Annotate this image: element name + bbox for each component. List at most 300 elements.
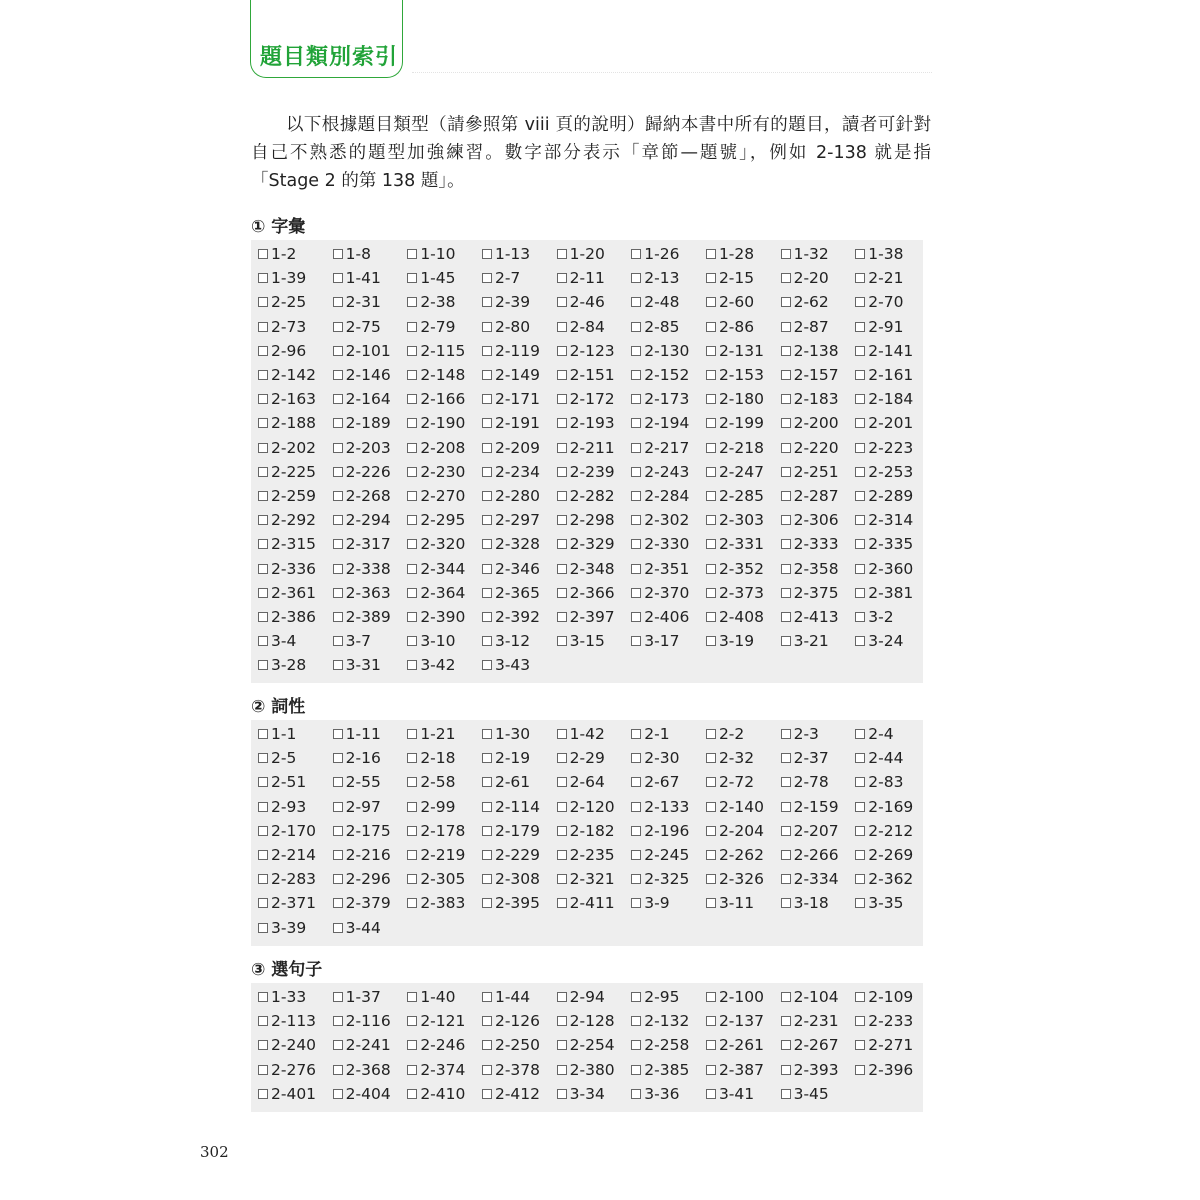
checkbox-icon[interactable]: [781, 874, 791, 884]
question-item[interactable]: [251, 463, 326, 481]
question-item[interactable]: [251, 245, 326, 263]
question-item[interactable]: [400, 318, 475, 336]
question-item[interactable]: [475, 535, 550, 553]
question-item[interactable]: [400, 988, 475, 1006]
question-item[interactable]: [251, 342, 326, 360]
question-item[interactable]: [848, 725, 923, 743]
checkbox-icon[interactable]: [706, 874, 716, 884]
checkbox-icon[interactable]: [258, 826, 268, 836]
checkbox-icon[interactable]: [781, 636, 791, 646]
question-item[interactable]: [550, 511, 625, 529]
checkbox-icon[interactable]: [781, 322, 791, 332]
question-item[interactable]: [400, 870, 475, 888]
checkbox-icon[interactable]: [855, 515, 865, 525]
checkbox-icon[interactable]: [258, 297, 268, 307]
checkbox-icon[interactable]: [631, 898, 641, 908]
checkbox-icon[interactable]: [557, 322, 567, 332]
question-item[interactable]: [326, 870, 401, 888]
question-item[interactable]: [400, 798, 475, 816]
question-item[interactable]: [326, 439, 401, 457]
checkbox-icon[interactable]: [631, 753, 641, 763]
question-item[interactable]: [326, 1061, 401, 1079]
checkbox-icon[interactable]: [482, 850, 492, 860]
question-item[interactable]: [550, 293, 625, 311]
question-item[interactable]: [550, 798, 625, 816]
question-item[interactable]: [774, 798, 849, 816]
checkbox-icon[interactable]: [258, 370, 268, 380]
checkbox-icon[interactable]: [781, 443, 791, 453]
checkbox-icon[interactable]: [855, 394, 865, 404]
checkbox-icon[interactable]: [333, 467, 343, 477]
checkbox-icon[interactable]: [557, 346, 567, 356]
question-item[interactable]: [326, 318, 401, 336]
question-item[interactable]: [475, 725, 550, 743]
checkbox-icon[interactable]: [855, 612, 865, 622]
checkbox-icon[interactable]: [781, 249, 791, 259]
checkbox-icon[interactable]: [333, 850, 343, 860]
checkbox-icon[interactable]: [631, 826, 641, 836]
question-item[interactable]: [326, 773, 401, 791]
question-item[interactable]: [475, 894, 550, 912]
checkbox-icon[interactable]: [407, 1065, 417, 1075]
question-item[interactable]: [251, 822, 326, 840]
checkbox-icon[interactable]: [258, 491, 268, 501]
checkbox-icon[interactable]: [333, 588, 343, 598]
question-item[interactable]: [475, 511, 550, 529]
checkbox-icon[interactable]: [258, 249, 268, 259]
checkbox-icon[interactable]: [258, 802, 268, 812]
checkbox-icon[interactable]: [557, 898, 567, 908]
checkbox-icon[interactable]: [333, 898, 343, 908]
checkbox-icon[interactable]: [855, 418, 865, 428]
checkbox-icon[interactable]: [781, 564, 791, 574]
checkbox-icon[interactable]: [482, 612, 492, 622]
checkbox-icon[interactable]: [557, 297, 567, 307]
question-item[interactable]: [624, 1085, 699, 1103]
question-item[interactable]: [774, 632, 849, 650]
checkbox-icon[interactable]: [407, 491, 417, 501]
checkbox-icon[interactable]: [333, 443, 343, 453]
checkbox-icon[interactable]: [706, 491, 716, 501]
checkbox-icon[interactable]: [781, 539, 791, 549]
question-item[interactable]: [251, 749, 326, 767]
question-item[interactable]: [475, 1012, 550, 1030]
question-item[interactable]: [624, 269, 699, 287]
question-item[interactable]: [326, 1036, 401, 1054]
checkbox-icon[interactable]: [557, 753, 567, 763]
checkbox-icon[interactable]: [781, 297, 791, 307]
checkbox-icon[interactable]: [631, 1016, 641, 1026]
checkbox-icon[interactable]: [781, 394, 791, 404]
question-item[interactable]: [550, 487, 625, 505]
checkbox-icon[interactable]: [258, 539, 268, 549]
checkbox-icon[interactable]: [631, 802, 641, 812]
checkbox-icon[interactable]: [706, 850, 716, 860]
question-item[interactable]: [699, 846, 774, 864]
checkbox-icon[interactable]: [631, 370, 641, 380]
question-item[interactable]: [848, 1012, 923, 1030]
checkbox-icon[interactable]: [781, 515, 791, 525]
question-item[interactable]: [624, 560, 699, 578]
question-item[interactable]: [400, 846, 475, 864]
question-item[interactable]: [699, 1012, 774, 1030]
question-item[interactable]: [624, 487, 699, 505]
checkbox-icon[interactable]: [258, 564, 268, 574]
checkbox-icon[interactable]: [482, 802, 492, 812]
checkbox-icon[interactable]: [407, 777, 417, 787]
checkbox-icon[interactable]: [333, 1040, 343, 1050]
checkbox-icon[interactable]: [781, 370, 791, 380]
question-item[interactable]: [251, 798, 326, 816]
question-item[interactable]: [475, 584, 550, 602]
question-item[interactable]: [475, 1085, 550, 1103]
question-item[interactable]: [550, 414, 625, 432]
checkbox-icon[interactable]: [407, 826, 417, 836]
checkbox-icon[interactable]: [482, 660, 492, 670]
checkbox-icon[interactable]: [706, 564, 716, 574]
checkbox-icon[interactable]: [258, 1089, 268, 1099]
checkbox-icon[interactable]: [781, 588, 791, 598]
question-item[interactable]: [400, 535, 475, 553]
checkbox-icon[interactable]: [407, 273, 417, 283]
checkbox-icon[interactable]: [333, 491, 343, 501]
question-item[interactable]: [400, 439, 475, 457]
checkbox-icon[interactable]: [781, 850, 791, 860]
question-item[interactable]: [848, 245, 923, 263]
question-item[interactable]: [400, 608, 475, 626]
checkbox-icon[interactable]: [855, 491, 865, 501]
checkbox-icon[interactable]: [482, 777, 492, 787]
question-item[interactable]: [326, 632, 401, 650]
question-item[interactable]: [251, 988, 326, 1006]
question-item[interactable]: [774, 293, 849, 311]
checkbox-icon[interactable]: [855, 273, 865, 283]
question-item[interactable]: [550, 988, 625, 1006]
question-item[interactable]: [699, 439, 774, 457]
checkbox-icon[interactable]: [482, 1040, 492, 1050]
question-item[interactable]: [326, 535, 401, 553]
question-item[interactable]: [624, 822, 699, 840]
question-item[interactable]: [624, 439, 699, 457]
question-item[interactable]: [400, 463, 475, 481]
question-item[interactable]: [848, 822, 923, 840]
checkbox-icon[interactable]: [482, 491, 492, 501]
question-item[interactable]: [774, 822, 849, 840]
checkbox-icon[interactable]: [557, 992, 567, 1002]
checkbox-icon[interactable]: [631, 297, 641, 307]
checkbox-icon[interactable]: [482, 564, 492, 574]
question-item[interactable]: [400, 390, 475, 408]
question-item[interactable]: [326, 269, 401, 287]
question-item[interactable]: [550, 269, 625, 287]
checkbox-icon[interactable]: [557, 1089, 567, 1099]
question-item[interactable]: [774, 269, 849, 287]
question-item[interactable]: [251, 1061, 326, 1079]
checkbox-icon[interactable]: [333, 297, 343, 307]
checkbox-icon[interactable]: [407, 418, 417, 428]
question-item[interactable]: [848, 511, 923, 529]
question-item[interactable]: [699, 293, 774, 311]
checkbox-icon[interactable]: [855, 1016, 865, 1026]
checkbox-icon[interactable]: [631, 636, 641, 646]
checkbox-icon[interactable]: [407, 802, 417, 812]
checkbox-icon[interactable]: [706, 777, 716, 787]
checkbox-icon[interactable]: [482, 753, 492, 763]
checkbox-icon[interactable]: [631, 467, 641, 477]
question-item[interactable]: [699, 894, 774, 912]
question-item[interactable]: [774, 773, 849, 791]
question-item[interactable]: [624, 846, 699, 864]
question-item[interactable]: [251, 366, 326, 384]
question-item[interactable]: [326, 342, 401, 360]
checkbox-icon[interactable]: [631, 777, 641, 787]
checkbox-icon[interactable]: [781, 1040, 791, 1050]
checkbox-icon[interactable]: [631, 1065, 641, 1075]
checkbox-icon[interactable]: [631, 346, 641, 356]
question-item[interactable]: [326, 245, 401, 263]
question-item[interactable]: [848, 390, 923, 408]
checkbox-icon[interactable]: [482, 346, 492, 356]
question-item[interactable]: [326, 749, 401, 767]
question-item[interactable]: [400, 366, 475, 384]
question-item[interactable]: [550, 463, 625, 481]
checkbox-icon[interactable]: [407, 370, 417, 380]
checkbox-icon[interactable]: [482, 515, 492, 525]
question-item[interactable]: [774, 366, 849, 384]
question-item[interactable]: [400, 1012, 475, 1030]
question-item[interactable]: [624, 511, 699, 529]
checkbox-icon[interactable]: [557, 249, 567, 259]
checkbox-icon[interactable]: [781, 898, 791, 908]
checkbox-icon[interactable]: [333, 370, 343, 380]
checkbox-icon[interactable]: [557, 729, 567, 739]
checkbox-icon[interactable]: [333, 1016, 343, 1026]
checkbox-icon[interactable]: [258, 898, 268, 908]
checkbox-icon[interactable]: [333, 753, 343, 763]
checkbox-icon[interactable]: [855, 777, 865, 787]
checkbox-icon[interactable]: [482, 1065, 492, 1075]
checkbox-icon[interactable]: [407, 564, 417, 574]
checkbox-icon[interactable]: [258, 467, 268, 477]
question-item[interactable]: [699, 1036, 774, 1054]
question-item[interactable]: [326, 293, 401, 311]
checkbox-icon[interactable]: [706, 588, 716, 598]
checkbox-icon[interactable]: [482, 636, 492, 646]
question-item[interactable]: [774, 245, 849, 263]
question-item[interactable]: [848, 560, 923, 578]
checkbox-icon[interactable]: [333, 729, 343, 739]
checkbox-icon[interactable]: [557, 443, 567, 453]
checkbox-icon[interactable]: [258, 515, 268, 525]
checkbox-icon[interactable]: [631, 1089, 641, 1099]
question-item[interactable]: [699, 798, 774, 816]
question-item[interactable]: [400, 725, 475, 743]
checkbox-icon[interactable]: [706, 826, 716, 836]
question-item[interactable]: [848, 749, 923, 767]
question-item[interactable]: [400, 1085, 475, 1103]
checkbox-icon[interactable]: [706, 729, 716, 739]
checkbox-icon[interactable]: [258, 850, 268, 860]
question-item[interactable]: [774, 749, 849, 767]
question-item[interactable]: [475, 870, 550, 888]
question-item[interactable]: [475, 773, 550, 791]
question-item[interactable]: [848, 366, 923, 384]
question-item[interactable]: [400, 293, 475, 311]
question-item[interactable]: [326, 390, 401, 408]
question-item[interactable]: [550, 1061, 625, 1079]
question-item[interactable]: [550, 632, 625, 650]
checkbox-icon[interactable]: [407, 346, 417, 356]
question-item[interactable]: [624, 318, 699, 336]
checkbox-icon[interactable]: [482, 539, 492, 549]
checkbox-icon[interactable]: [407, 443, 417, 453]
question-item[interactable]: [774, 584, 849, 602]
question-item[interactable]: [774, 487, 849, 505]
checkbox-icon[interactable]: [781, 777, 791, 787]
question-item[interactable]: [624, 1061, 699, 1079]
question-item[interactable]: [624, 608, 699, 626]
question-item[interactable]: [848, 632, 923, 650]
question-item[interactable]: [475, 439, 550, 457]
checkbox-icon[interactable]: [557, 588, 567, 598]
checkbox-icon[interactable]: [333, 802, 343, 812]
checkbox-icon[interactable]: [706, 1016, 716, 1026]
checkbox-icon[interactable]: [631, 394, 641, 404]
checkbox-icon[interactable]: [706, 612, 716, 622]
checkbox-icon[interactable]: [482, 874, 492, 884]
checkbox-icon[interactable]: [706, 802, 716, 812]
question-item[interactable]: [400, 560, 475, 578]
question-item[interactable]: [400, 749, 475, 767]
question-item[interactable]: [848, 1061, 923, 1079]
checkbox-icon[interactable]: [855, 346, 865, 356]
question-item[interactable]: [848, 487, 923, 505]
checkbox-icon[interactable]: [706, 1065, 716, 1075]
checkbox-icon[interactable]: [333, 923, 343, 933]
question-item[interactable]: [251, 293, 326, 311]
checkbox-icon[interactable]: [333, 777, 343, 787]
checkbox-icon[interactable]: [258, 588, 268, 598]
question-item[interactable]: [326, 846, 401, 864]
question-item[interactable]: [624, 749, 699, 767]
checkbox-icon[interactable]: [258, 729, 268, 739]
question-item[interactable]: [774, 608, 849, 626]
checkbox-icon[interactable]: [333, 1089, 343, 1099]
checkbox-icon[interactable]: [631, 443, 641, 453]
question-item[interactable]: [848, 798, 923, 816]
question-item[interactable]: [699, 1085, 774, 1103]
question-item[interactable]: [624, 988, 699, 1006]
question-item[interactable]: [774, 725, 849, 743]
checkbox-icon[interactable]: [706, 322, 716, 332]
question-item[interactable]: [699, 725, 774, 743]
checkbox-icon[interactable]: [557, 802, 567, 812]
checkbox-icon[interactable]: [706, 249, 716, 259]
checkbox-icon[interactable]: [855, 1065, 865, 1075]
question-item[interactable]: [475, 632, 550, 650]
checkbox-icon[interactable]: [333, 564, 343, 574]
question-item[interactable]: [550, 535, 625, 553]
checkbox-icon[interactable]: [706, 1040, 716, 1050]
checkbox-icon[interactable]: [557, 491, 567, 501]
checkbox-icon[interactable]: [631, 491, 641, 501]
checkbox-icon[interactable]: [557, 515, 567, 525]
question-item[interactable]: [475, 846, 550, 864]
question-item[interactable]: [251, 656, 326, 674]
question-item[interactable]: [326, 822, 401, 840]
question-item[interactable]: [699, 988, 774, 1006]
checkbox-icon[interactable]: [706, 418, 716, 428]
checkbox-icon[interactable]: [407, 636, 417, 646]
question-item[interactable]: [624, 584, 699, 602]
checkbox-icon[interactable]: [706, 443, 716, 453]
checkbox-icon[interactable]: [781, 612, 791, 622]
checkbox-icon[interactable]: [631, 273, 641, 283]
question-item[interactable]: [326, 919, 401, 937]
question-item[interactable]: [400, 632, 475, 650]
question-item[interactable]: [251, 560, 326, 578]
question-item[interactable]: [326, 608, 401, 626]
question-item[interactable]: [400, 656, 475, 674]
checkbox-icon[interactable]: [482, 297, 492, 307]
checkbox-icon[interactable]: [258, 273, 268, 283]
question-item[interactable]: [400, 1061, 475, 1079]
checkbox-icon[interactable]: [631, 564, 641, 574]
question-item[interactable]: [774, 870, 849, 888]
question-item[interactable]: [774, 988, 849, 1006]
question-item[interactable]: [251, 1036, 326, 1054]
checkbox-icon[interactable]: [482, 418, 492, 428]
question-item[interactable]: [326, 725, 401, 743]
question-item[interactable]: [326, 656, 401, 674]
question-item[interactable]: [400, 584, 475, 602]
checkbox-icon[interactable]: [333, 612, 343, 622]
question-item[interactable]: [475, 988, 550, 1006]
question-item[interactable]: [550, 1085, 625, 1103]
question-item[interactable]: [848, 535, 923, 553]
checkbox-icon[interactable]: [407, 515, 417, 525]
checkbox-icon[interactable]: [333, 515, 343, 525]
checkbox-icon[interactable]: [855, 992, 865, 1002]
checkbox-icon[interactable]: [855, 588, 865, 598]
question-item[interactable]: [326, 560, 401, 578]
question-item[interactable]: [624, 894, 699, 912]
question-item[interactable]: [774, 560, 849, 578]
question-item[interactable]: [699, 463, 774, 481]
checkbox-icon[interactable]: [407, 249, 417, 259]
checkbox-icon[interactable]: [781, 273, 791, 283]
checkbox-icon[interactable]: [482, 249, 492, 259]
checkbox-icon[interactable]: [706, 515, 716, 525]
question-item[interactable]: [251, 390, 326, 408]
checkbox-icon[interactable]: [333, 636, 343, 646]
question-item[interactable]: [699, 822, 774, 840]
question-item[interactable]: [699, 390, 774, 408]
checkbox-icon[interactable]: [781, 491, 791, 501]
question-item[interactable]: [699, 414, 774, 432]
checkbox-icon[interactable]: [557, 539, 567, 549]
checkbox-icon[interactable]: [333, 1065, 343, 1075]
checkbox-icon[interactable]: [631, 515, 641, 525]
checkbox-icon[interactable]: [333, 418, 343, 428]
checkbox-icon[interactable]: [557, 1065, 567, 1075]
checkbox-icon[interactable]: [407, 467, 417, 477]
question-item[interactable]: [475, 342, 550, 360]
checkbox-icon[interactable]: [631, 588, 641, 598]
question-item[interactable]: [251, 608, 326, 626]
checkbox-icon[interactable]: [706, 467, 716, 477]
checkbox-icon[interactable]: [407, 729, 417, 739]
